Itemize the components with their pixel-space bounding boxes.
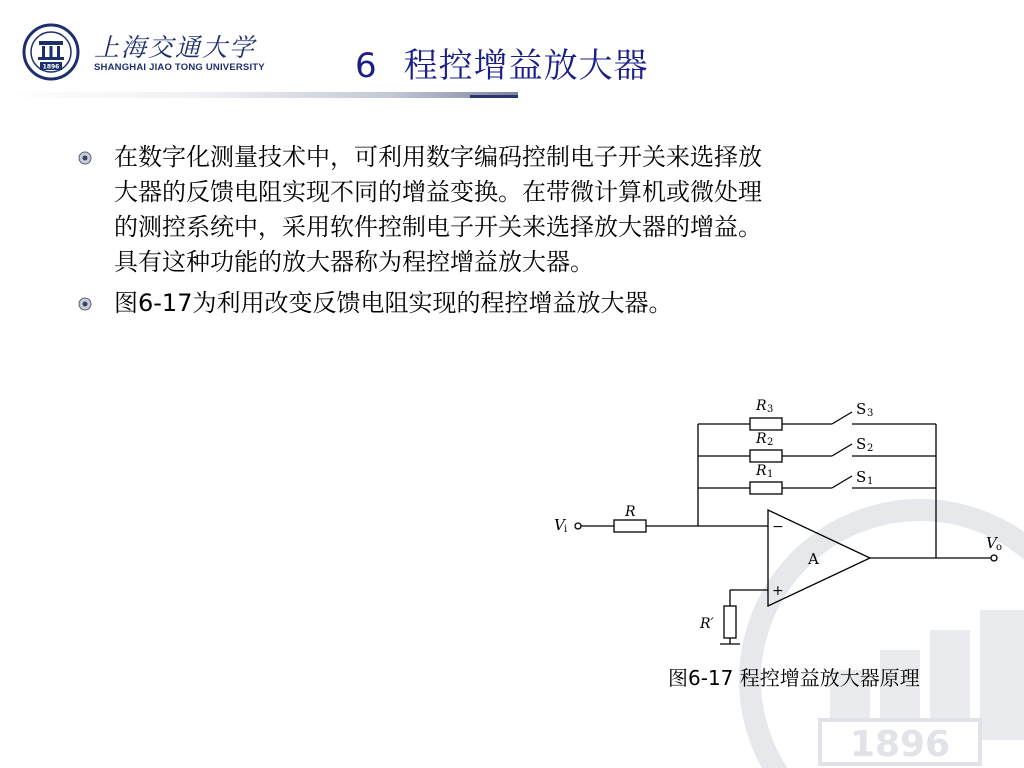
bullet-item [78,140,978,280]
label-s2-sub: 2 [867,443,874,454]
switch-s3 [832,412,852,424]
label-vo: V [986,534,997,552]
circuit-diagram [540,390,1010,652]
label-vi: V [554,516,565,534]
label-r1-sub: 1 [767,469,774,480]
vi-terminal [575,523,581,529]
label-r2: R [756,431,767,447]
slide-title [355,38,649,87]
title-underline [0,92,518,98]
seal-year: 1896 [42,63,60,71]
bullet-line: 的测控系统中，采用软件控制电子开关来选择放大器的增益。 [114,213,762,241]
vo-terminal [991,555,997,561]
label-vo-sub: o [996,542,1003,553]
bullet-line: 在数字化测量技术中，可利用数字编码控制电子开关来选择放 [114,143,762,171]
label-r1: R [756,463,767,479]
label-s3: S [856,400,867,418]
label-s2: S [856,435,867,453]
resistor-r-prime [724,606,736,638]
bullet-icon [78,151,92,165]
bullet-item [78,286,978,321]
label-s1: S [856,468,867,486]
logo-chinese-name: 上海交通大学 [94,33,257,62]
label-s3-sub: 3 [867,408,874,419]
label-opamp: A [808,550,819,568]
slide-content [78,140,978,327]
switch-s1 [832,476,852,488]
watermark-year: 1896 [849,724,951,765]
resistor-r3 [750,418,782,430]
label-r3-sub: 3 [767,404,774,415]
label-minus: − [772,519,784,535]
university-logo [20,20,265,84]
bullet-line: 大器的反馈电阻实现不同的增益变换。在带微计算机或微处理 [114,178,762,206]
bullet-icon [78,297,92,311]
resistor-r-input [614,520,646,532]
resistor-r1 [750,482,782,494]
label-r2-sub: 2 [767,437,774,448]
title-text: 程控增益放大器 [403,46,649,86]
bullet-line: 具有这种功能的放大器称为程控增益放大器。 [114,248,594,276]
title-underline-accent [470,95,518,98]
label-r3: R [756,398,767,414]
label-r-input: R [625,504,636,520]
label-r-prime: R′ [700,616,714,632]
resistor-r2 [750,450,782,462]
university-seal-icon [22,23,80,81]
label-plus: + [772,583,784,599]
bullet-line: 图6-17为利用改变反馈电阻实现的程控增益放大器。 [114,289,673,317]
label-s1-sub: 1 [867,476,874,487]
switch-s2 [832,444,852,456]
label-vi-sub: i [564,524,568,535]
title-number: 6 [355,46,378,86]
figure-caption: 图6-17 程控增益放大器原理 [668,666,920,690]
logo-english-name: SHANGHAI JIAO TONG UNIVERSITY [94,62,265,73]
